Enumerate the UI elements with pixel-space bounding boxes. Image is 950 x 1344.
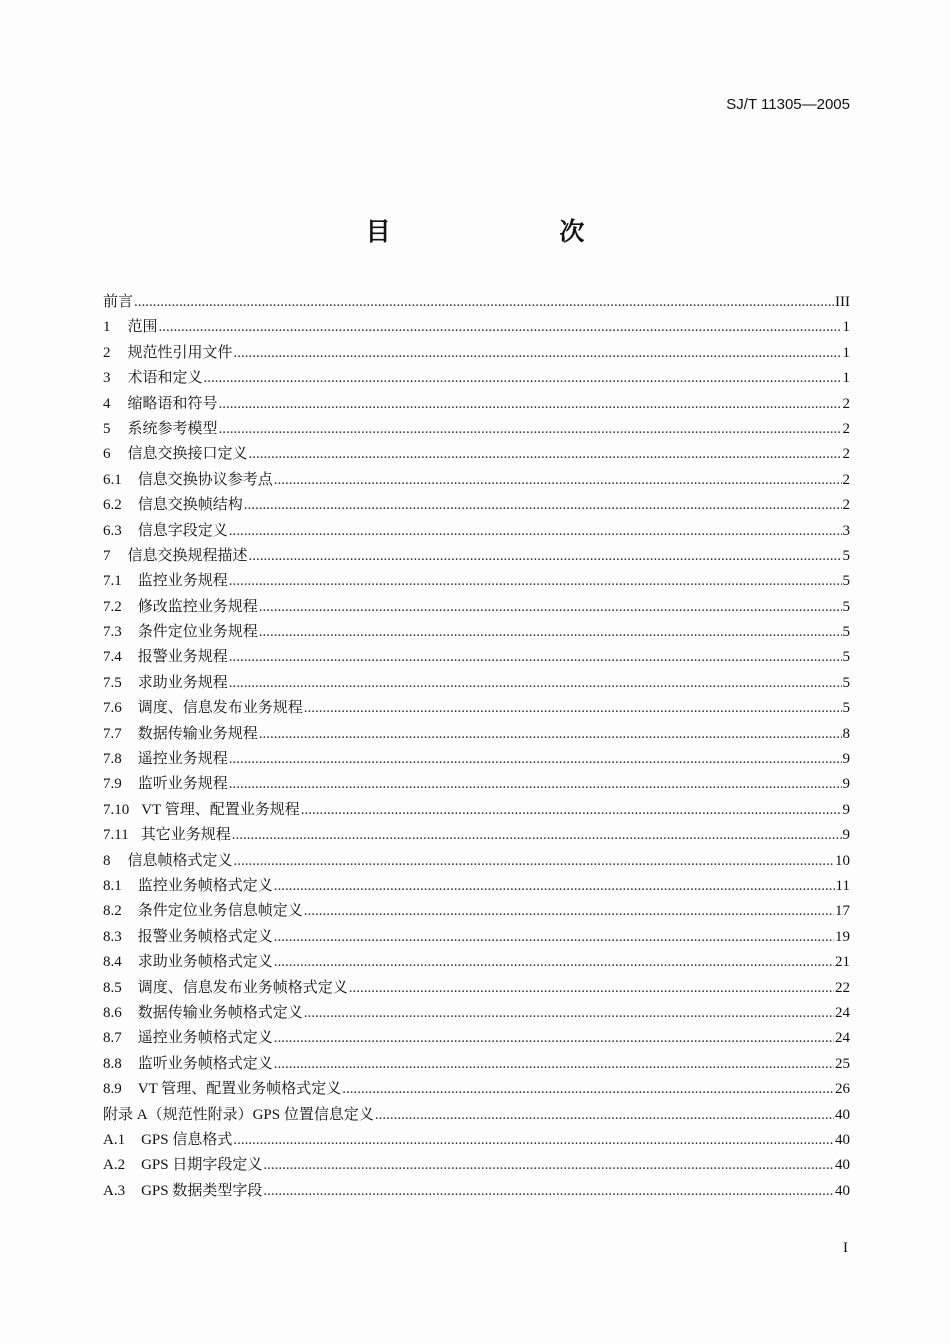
toc-entry[interactable]	[103, 290, 850, 315]
toc-entry-page: 9	[842, 751, 850, 768]
table-of-contents	[103, 290, 850, 1204]
toc-entry[interactable]	[103, 1128, 850, 1153]
toc-entry-label: 数据传输业务规程	[137, 725, 258, 742]
toc-leader-dots	[134, 294, 834, 311]
toc-leader-dots	[249, 548, 842, 565]
toc-entry-label: 求助业务规程	[137, 674, 228, 691]
toc-entry[interactable]	[103, 772, 850, 797]
toc-leader-dots	[301, 802, 842, 819]
toc-entry-label: 求助业务帧格式定义	[137, 954, 273, 971]
toc-entry-label: GPS 信息格式	[141, 1131, 233, 1148]
toc-entry-number: 8.4	[103, 954, 122, 971]
toc-entry-number: 7.9	[103, 776, 122, 793]
toc-entry[interactable]	[103, 493, 850, 518]
toc-entry-label: 信息交换规程描述	[127, 547, 248, 564]
toc-entry-label: 监控业务规程	[137, 573, 228, 590]
toc-entry-page: 40	[835, 1182, 850, 1199]
toc-entry-number: 8.8	[103, 1055, 122, 1072]
toc-leader-dots	[229, 523, 842, 540]
toc-entry-page: 21	[835, 954, 850, 971]
toc-entry[interactable]	[103, 468, 850, 493]
toc-entry-label: 信息交换协议参考点	[137, 471, 273, 488]
toc-leader-dots	[219, 396, 842, 413]
toc-entry-number: 6.3	[103, 522, 122, 539]
toc-entry-page: 5	[842, 573, 850, 590]
toc-entry[interactable]	[103, 1026, 850, 1051]
toc-entry-label: VT 管理、配置业务帧格式定义	[137, 1081, 342, 1098]
toc-entry[interactable]	[103, 1052, 850, 1077]
toc-entry[interactable]	[103, 1103, 850, 1128]
toc-entry-page: 24	[835, 1030, 850, 1047]
toc-entry-label: 信息字段定义	[137, 522, 228, 539]
toc-entry-number: 8.9	[103, 1081, 122, 1098]
toc-entry-label: 修改监控业务规程	[137, 598, 258, 615]
toc-entry-number: 2	[103, 344, 111, 361]
toc-entry-page: 17	[835, 903, 850, 920]
toc-leader-dots	[229, 751, 842, 768]
toc-entry[interactable]	[103, 798, 850, 823]
toc-entry-number: 3	[103, 370, 111, 387]
toc-entry-page: 1	[842, 370, 850, 387]
toc-entry-number: 8.1	[103, 877, 122, 894]
toc-entry[interactable]	[103, 722, 850, 747]
toc-entry[interactable]	[103, 569, 850, 594]
toc-entry-number: 6.2	[103, 497, 122, 514]
toc-entry-page: 1	[842, 344, 850, 361]
toc-leader-dots	[259, 624, 842, 641]
toc-leader-dots	[244, 497, 842, 514]
toc-leader-dots	[159, 319, 842, 336]
toc-entry-page: 9	[842, 776, 850, 793]
toc-entry[interactable]	[103, 417, 850, 442]
toc-entry-label: 其它业务规程	[140, 827, 231, 844]
toc-entry[interactable]	[103, 315, 850, 340]
toc-entry-page: 3	[842, 522, 850, 539]
toc-entry-number: 4	[103, 395, 111, 412]
toc-entry-number: 7.5	[103, 674, 122, 691]
toc-entry-page: 8	[842, 725, 850, 742]
toc-leader-dots	[229, 573, 842, 590]
toc-entry-number: 8.3	[103, 928, 122, 945]
toc-entry-label: GPS 日期字段定义	[141, 1157, 263, 1174]
toc-entry[interactable]	[103, 442, 850, 467]
toc-entry-page: 11	[835, 877, 850, 894]
toc-entry[interactable]	[103, 392, 850, 417]
toc-entry-label: 前言	[103, 294, 134, 310]
toc-entry-label: 调度、信息发布业务规程	[137, 700, 303, 717]
toc-entry-number: A.1	[103, 1131, 126, 1148]
toc-entry-page: 9	[842, 827, 850, 844]
toc-entry-page: 5	[842, 598, 850, 615]
toc-entry[interactable]	[103, 1001, 850, 1026]
toc-entry-label: VT 管理、配置业务规程	[141, 801, 300, 818]
toc-entry[interactable]	[103, 1077, 850, 1102]
toc-entry-page: 5	[842, 547, 850, 564]
toc-entry-label: 条件定位业务信息帧定义	[137, 903, 303, 920]
toc-leader-dots	[219, 421, 842, 438]
toc-entry[interactable]	[103, 747, 850, 772]
toc-entry-page: 24	[835, 1004, 850, 1021]
toc-entry[interactable]	[103, 950, 850, 975]
toc-entry-label: 信息交换帧结构	[137, 497, 243, 514]
toc-entry-page: 5	[842, 649, 850, 666]
toc-leader-dots	[249, 446, 842, 463]
standard-code: SJ/T 11305—2005	[726, 96, 850, 113]
toc-entry-number: 5	[103, 420, 111, 437]
toc-entry-number: 7.6	[103, 700, 122, 717]
toc-entry-number: 7.2	[103, 598, 122, 615]
toc-entry-page: 2	[842, 420, 850, 437]
toc-entry-page: 5	[842, 624, 850, 641]
toc-entry-number: 8.5	[103, 979, 122, 996]
toc-leader-dots	[234, 345, 842, 362]
toc-leader-dots	[229, 776, 842, 793]
toc-leader-dots	[304, 700, 842, 717]
toc-entry[interactable]	[103, 696, 850, 721]
toc-leader-dots	[342, 1081, 834, 1098]
toc-entry-page: 5	[842, 700, 850, 717]
toc-entry-label: 数据传输业务帧格式定义	[137, 1004, 303, 1021]
toc-entry-label: 报警业务规程	[137, 649, 228, 666]
toc-leader-dots	[263, 1157, 834, 1174]
toc-entry-page: 26	[835, 1081, 850, 1098]
toc-entry[interactable]	[103, 1153, 850, 1178]
toc-entry[interactable]	[103, 519, 850, 544]
toc-entry-label: GPS 数据类型字段	[141, 1182, 263, 1199]
toc-leader-dots	[274, 1056, 834, 1073]
toc-leader-dots	[204, 370, 842, 387]
toc-entry-label: 规范性引用文件	[127, 344, 233, 361]
toc-entry-page: 1	[842, 319, 850, 336]
toc-entry[interactable]	[103, 925, 850, 950]
toc-entry-label: 范围	[127, 319, 158, 336]
toc-entry-label: 调度、信息发布业务帧格式定义	[137, 979, 348, 996]
toc-entry[interactable]	[103, 874, 850, 899]
toc-entry[interactable]	[103, 366, 850, 391]
toc-entry-page: 19	[835, 928, 850, 945]
toc-entry-number: 6.1	[103, 471, 122, 488]
toc-entry-page: 2	[842, 395, 850, 412]
toc-entry-number: 1	[103, 319, 111, 336]
toc-entry-page: 40	[835, 1131, 850, 1148]
toc-entry-page: 10	[835, 852, 850, 869]
toc-entry-number: 7.10	[103, 801, 130, 818]
toc-entry-label: 条件定位业务规程	[137, 624, 258, 641]
toc-entry-number: 8.6	[103, 1004, 122, 1021]
toc-entry-number: 8.7	[103, 1030, 122, 1047]
toc-entry-page: III	[835, 294, 850, 310]
toc-leader-dots	[274, 1030, 834, 1047]
toc-leader-dots	[304, 1005, 834, 1022]
toc-leader-dots	[375, 1107, 834, 1124]
toc-entry-page: 2	[842, 471, 850, 488]
toc-leader-dots	[274, 954, 834, 971]
toc-entry-page: 40	[835, 1157, 850, 1174]
toc-leader-dots	[263, 1183, 834, 1200]
toc-entry-label: 信息交换接口定义	[127, 446, 248, 463]
page-title: 目 次	[365, 217, 665, 246]
toc-leader-dots	[229, 675, 842, 692]
toc-entry[interactable]	[103, 544, 850, 569]
toc-leader-dots	[229, 649, 842, 666]
toc-entry-number: 6	[103, 446, 111, 463]
toc-entry-number: A.2	[103, 1157, 126, 1174]
toc-entry-label: 报警业务帧格式定义	[137, 928, 273, 945]
toc-entry-label: 监听业务帧格式定义	[137, 1055, 273, 1072]
toc-entry-page: 5	[842, 674, 850, 691]
toc-entry-number: 7.4	[103, 649, 122, 666]
toc-entry-number: 8	[103, 852, 111, 869]
toc-leader-dots	[259, 726, 842, 743]
toc-leader-dots	[234, 853, 834, 870]
toc-leader-dots	[274, 878, 835, 895]
toc-entry[interactable]	[103, 976, 850, 1001]
page-number: I	[843, 1240, 848, 1256]
toc-entry-page: 2	[842, 497, 850, 514]
toc-entry-page: 22	[835, 979, 850, 996]
toc-leader-dots	[232, 827, 842, 844]
toc-entry-number: 7.1	[103, 573, 122, 590]
toc-entry[interactable]	[103, 899, 850, 924]
toc-entry-number: 7.11	[103, 827, 129, 844]
toc-entry-page: 2	[842, 446, 850, 463]
toc-entry[interactable]	[103, 671, 850, 696]
toc-entry-label: 附录 A（规范性附录）GPS 位置信息定义	[103, 1106, 374, 1123]
toc-entry[interactable]	[103, 1179, 850, 1204]
toc-entry-label: 系统参考模型	[127, 420, 218, 437]
toc-leader-dots	[274, 472, 842, 489]
toc-entry-number: 8.2	[103, 903, 122, 920]
toc-entry-label: 遥控业务帧格式定义	[137, 1030, 273, 1047]
toc-entry[interactable]	[103, 595, 850, 620]
toc-leader-dots	[233, 1132, 834, 1149]
toc-entry-number: 7.3	[103, 624, 122, 641]
toc-entry-number: A.3	[103, 1182, 126, 1199]
toc-leader-dots	[274, 929, 834, 946]
toc-entry[interactable]	[103, 341, 850, 366]
toc-entry-page: 9	[842, 801, 850, 818]
toc-leader-dots	[349, 980, 834, 997]
toc-entry[interactable]	[103, 823, 850, 848]
toc-entry-label: 信息帧格式定义	[127, 852, 233, 869]
toc-entry-label: 监控业务帧格式定义	[137, 877, 273, 894]
toc-entry-page: 25	[835, 1055, 850, 1072]
toc-entry[interactable]	[103, 849, 850, 874]
toc-entry-label: 缩略语和符号	[127, 395, 218, 412]
toc-entry-number: 7	[103, 547, 111, 564]
toc-entry-number: 7.8	[103, 751, 122, 768]
toc-entry-label: 遥控业务规程	[137, 751, 228, 768]
toc-leader-dots	[259, 599, 842, 616]
toc-entry[interactable]	[103, 620, 850, 645]
toc-entry-number: 7.7	[103, 725, 122, 742]
toc-entry[interactable]	[103, 645, 850, 670]
toc-entry-page: 40	[835, 1106, 850, 1123]
toc-entry-label: 术语和定义	[127, 370, 203, 387]
toc-entry-label: 监听业务规程	[137, 776, 228, 793]
toc-leader-dots	[304, 903, 834, 920]
